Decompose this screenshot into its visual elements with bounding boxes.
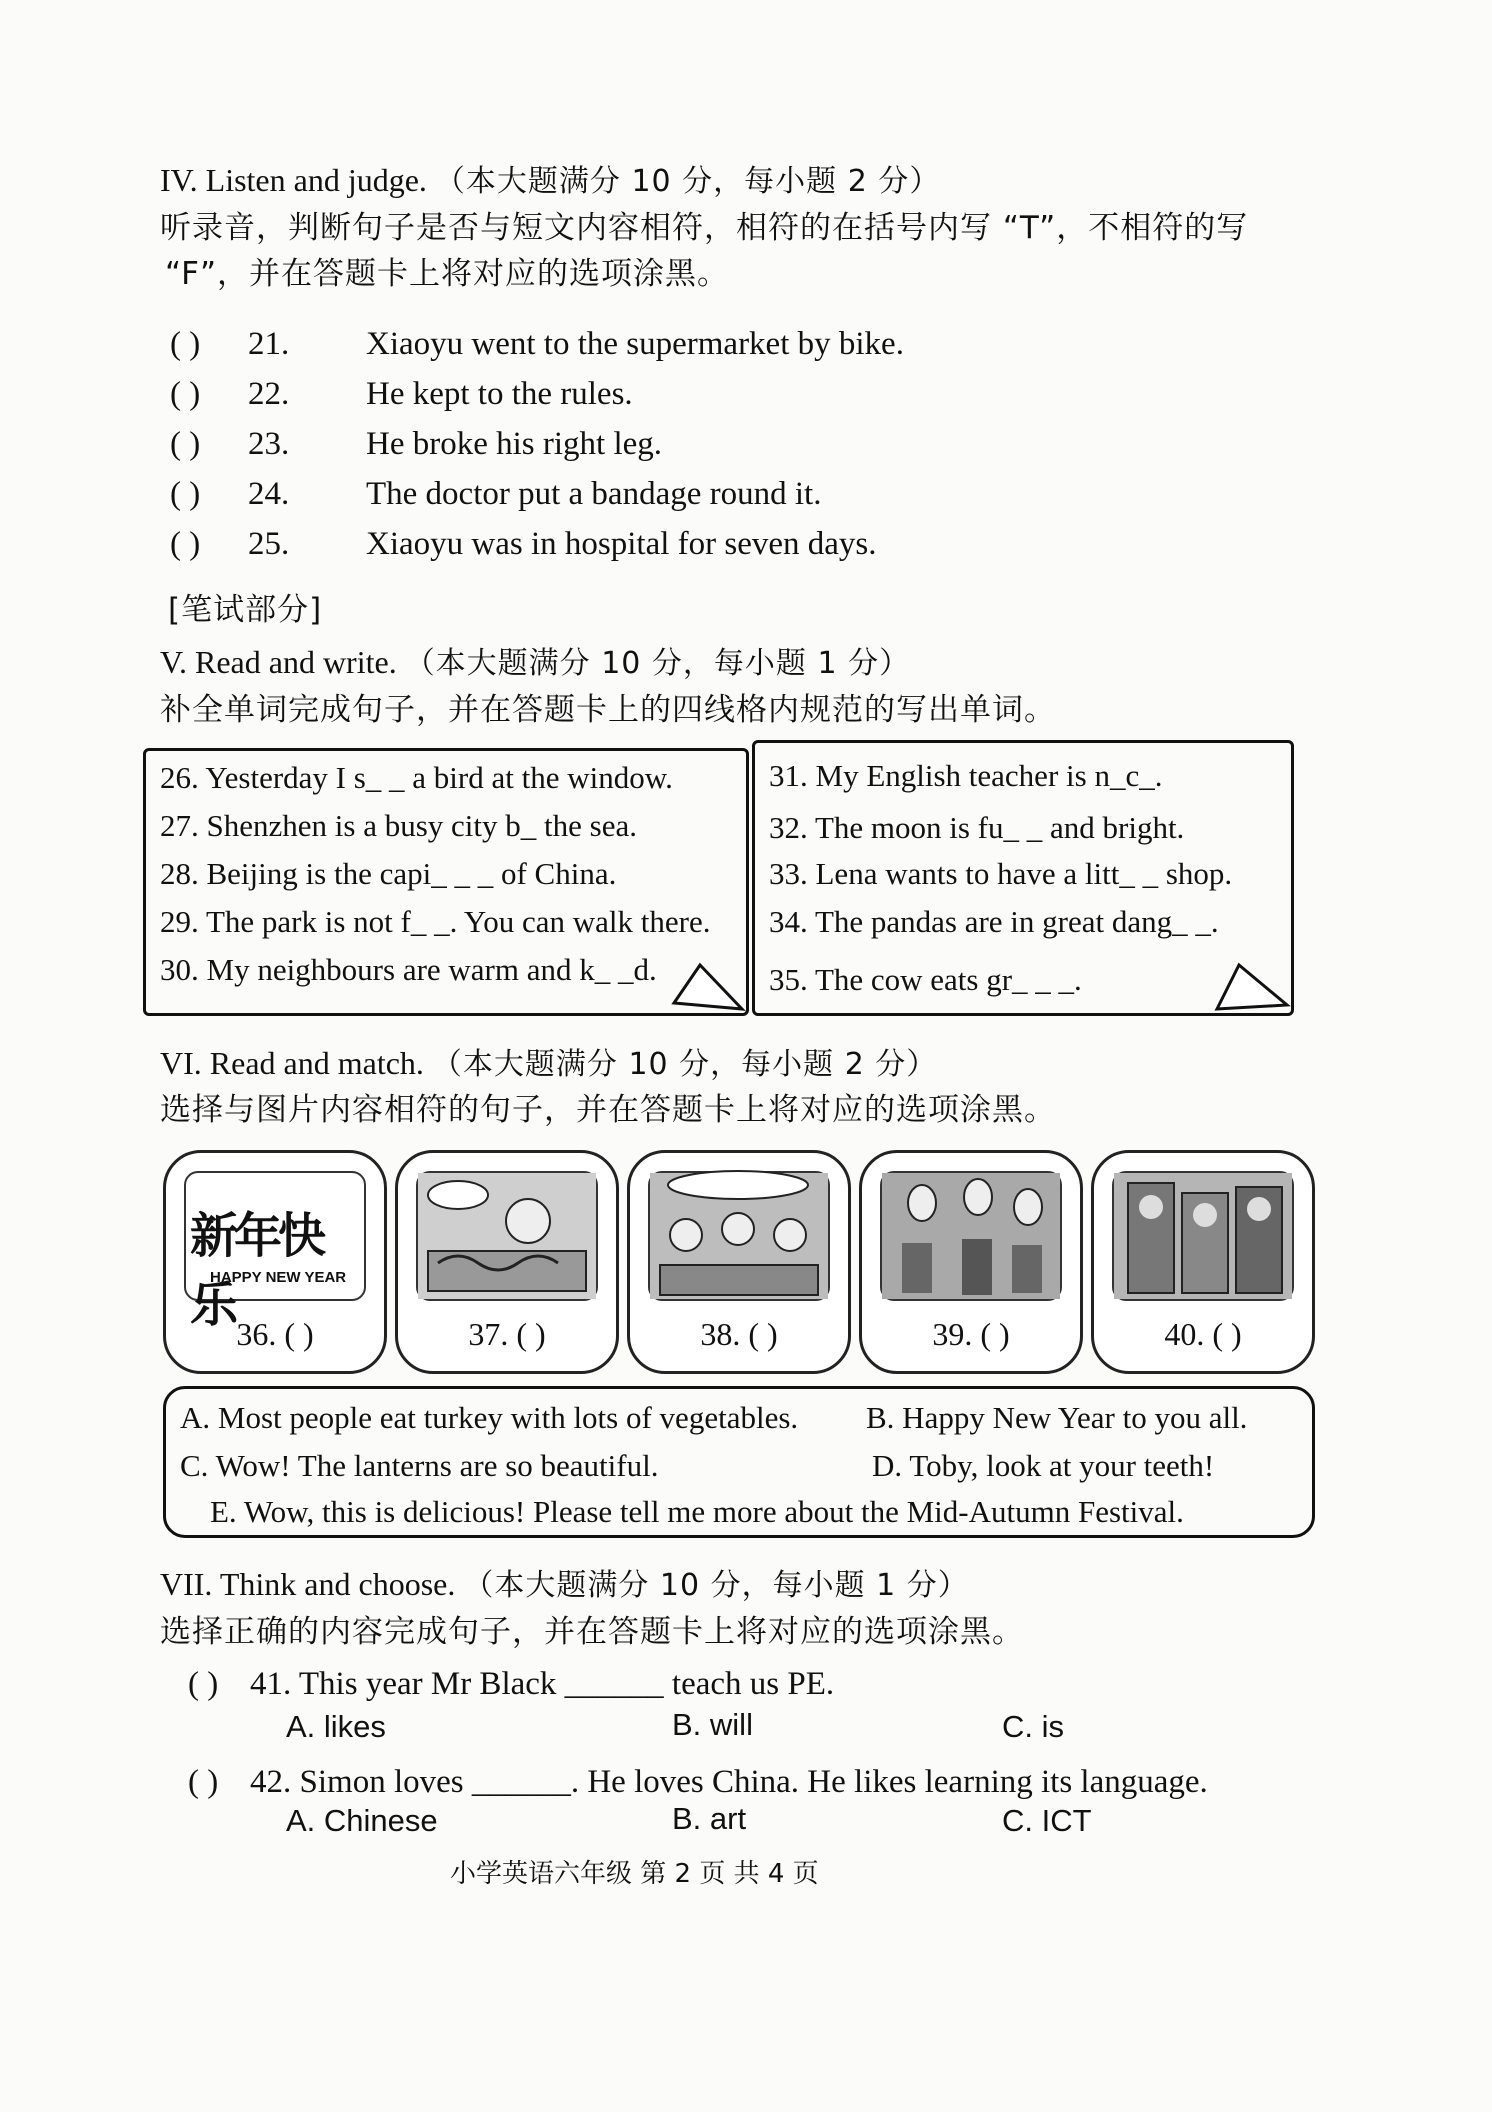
question-42 — [188, 1762, 1208, 1802]
answer-bracket[interactable]: ( ) — [170, 426, 201, 462]
choice-b[interactable]: B. art — [672, 1801, 747, 1836]
item-text: He broke his right leg. — [366, 426, 663, 462]
section-4-title: IV. Listen and judge. — [160, 162, 427, 198]
lantern-picture — [880, 1171, 1062, 1301]
section-7-heading — [160, 1564, 969, 1606]
section-6-heading — [160, 1043, 937, 1085]
section-6-score: （本大题满分 10 分，每小题 2 分） — [431, 1047, 938, 1082]
section-6-instruction: 选择与图片内容相符的句子，并在答题卡上将对应的选项涂黑。 — [160, 1092, 1056, 1128]
list-item — [170, 374, 633, 414]
item-number: 25. — [248, 526, 290, 562]
list-item — [170, 324, 904, 364]
fill-sentence: 35. The cow eats gr_ _ _. — [769, 962, 1082, 997]
item-number: 22. — [248, 376, 290, 412]
section-5-score: （本大题满分 10 分，每小题 1 分） — [404, 646, 911, 681]
new-year-picture — [184, 1171, 366, 1333]
choice-c[interactable]: C. ICT — [1002, 1803, 1092, 1838]
option-a: A. Most people eat turkey with lots of vegetables. — [180, 1400, 799, 1435]
family-scene-icon — [650, 1173, 828, 1299]
fill-sentence: 33. Lena wants to have a litt_ _ shop. — [769, 856, 1233, 891]
section-7-score: （本大题满分 10 分，每小题 1 分） — [463, 1568, 969, 1603]
option-d: D. Toby, look at your teeth! — [872, 1448, 1215, 1483]
list-item — [170, 424, 662, 464]
family-picture — [648, 1171, 830, 1301]
fill-sentence: 26. Yesterday I s_ _ a bird at the window. — [160, 760, 673, 795]
item-number: 21. — [248, 326, 290, 362]
question-41 — [188, 1664, 834, 1704]
word-box-right — [752, 740, 1294, 1016]
picture-label[interactable]: 38. ( ) — [700, 1316, 778, 1352]
picture-label[interactable]: 39. ( ) — [932, 1316, 1010, 1352]
answer-bracket[interactable]: ( ) — [170, 376, 201, 412]
fill-sentence: 32. The moon is fu_ _ and bright. — [769, 810, 1185, 845]
picture-card-36 — [163, 1150, 387, 1374]
lantern-scene-icon — [882, 1173, 1060, 1299]
section-7-instruction: 选择正确的内容完成句子，并在答题卡上将对应的选项涂黑。 — [160, 1614, 1024, 1650]
fill-sentence: 27. Shenzhen is a busy city b_ the sea. — [160, 808, 637, 843]
picture-label[interactable]: 37. ( ) — [468, 1316, 546, 1352]
fill-sentence: 30. My neighbours are warm and k_ _d. — [160, 952, 657, 987]
answer-bracket[interactable]: ( ) — [188, 1764, 219, 1800]
section-5-instruction: 补全单词完成句子，并在答题卡上的四线格内规范的写出单词。 — [160, 692, 1056, 728]
word-box-left — [143, 748, 749, 1016]
teeth-scene-icon — [1114, 1173, 1292, 1299]
question-stem: 42. Simon loves ______. He loves China. He likes learning its language. — [250, 1764, 1208, 1800]
choice-a[interactable]: A. likes — [286, 1709, 386, 1744]
picture-card-39 — [859, 1150, 1083, 1374]
item-number: 23. — [248, 426, 290, 462]
item-text: He kept to the rules. — [366, 376, 633, 412]
page-fold-icon — [1215, 959, 1289, 1011]
item-text: The doctor put a bandage round it. — [366, 476, 822, 512]
item-number: 24. — [248, 476, 290, 512]
picture-card-38 — [627, 1150, 851, 1374]
answer-bracket[interactable]: ( ) — [170, 526, 201, 562]
turkey-dinner-picture — [416, 1171, 598, 1301]
option-b: B. Happy New Year to you all. — [866, 1400, 1248, 1435]
answer-bracket[interactable]: ( ) — [170, 326, 201, 362]
new-year-art-text: 新年快乐 — [190, 1208, 323, 1333]
dentist-picture — [1112, 1171, 1294, 1301]
written-part-label: [笔试部分] — [168, 592, 323, 628]
section-4-instruction-2: “F”，并在答题卡上将对应的选项涂黑。 — [165, 256, 729, 292]
item-text: Xiaoyu was in hospital for seven days. — [366, 526, 877, 562]
dinner-scene-icon — [418, 1173, 596, 1299]
choice-a[interactable]: A. Chinese — [286, 1803, 438, 1838]
list-item — [170, 474, 821, 514]
list-item — [170, 524, 877, 564]
answer-bracket[interactable]: ( ) — [188, 1666, 219, 1702]
fill-sentence: 29. The park is not f_ _. You can walk there. — [160, 904, 711, 939]
picture-label[interactable]: 40. ( ) — [1164, 1316, 1242, 1352]
choice-c[interactable]: C. is — [1002, 1709, 1064, 1744]
option-c: C. Wow! The lanterns are so beautiful. — [180, 1448, 659, 1483]
section-6-title: VI. Read and match. — [160, 1045, 424, 1081]
section-5-title: V. Read and write. — [160, 644, 397, 680]
new-year-art-sub: HAPPY NEW YEAR — [210, 1269, 347, 1286]
section-4-instruction-1: 听录音，判断句子是否与短文内容相符，相符的在括号内写 “T”，不相符的写 — [160, 210, 1249, 246]
section-5-heading — [160, 642, 910, 684]
option-e: E. Wow, this is delicious! Please tell me more about the Mid-Autumn Festival. — [210, 1494, 1184, 1529]
answer-bracket[interactable]: ( ) — [170, 476, 201, 512]
fill-sentence: 28. Beijing is the capi_ _ _ of China. — [160, 856, 617, 891]
choice-b[interactable]: B. will — [672, 1707, 753, 1742]
picture-card-37 — [395, 1150, 619, 1374]
fill-sentence: 31. My English teacher is n_c_. — [769, 758, 1163, 793]
section-7-title: VII. Think and choose. — [160, 1566, 456, 1602]
question-stem: 41. This year Mr Black ______ teach us PE. — [250, 1666, 835, 1702]
page-footer: 小学英语六年级 第 2 页 共 4 页 — [450, 1859, 819, 1889]
page-fold-icon — [672, 959, 744, 1011]
picture-card-40 — [1091, 1150, 1315, 1374]
options-box — [163, 1386, 1315, 1538]
picture-label[interactable]: 36. ( ) — [236, 1316, 314, 1352]
item-text: Xiaoyu went to the supermarket by bike. — [366, 326, 904, 362]
section-4-score: （本大题满分 10 分，每小题 2 分） — [434, 164, 941, 199]
section-4-heading — [160, 160, 940, 202]
fill-sentence: 34. The pandas are in great dang_ _. — [769, 904, 1219, 939]
